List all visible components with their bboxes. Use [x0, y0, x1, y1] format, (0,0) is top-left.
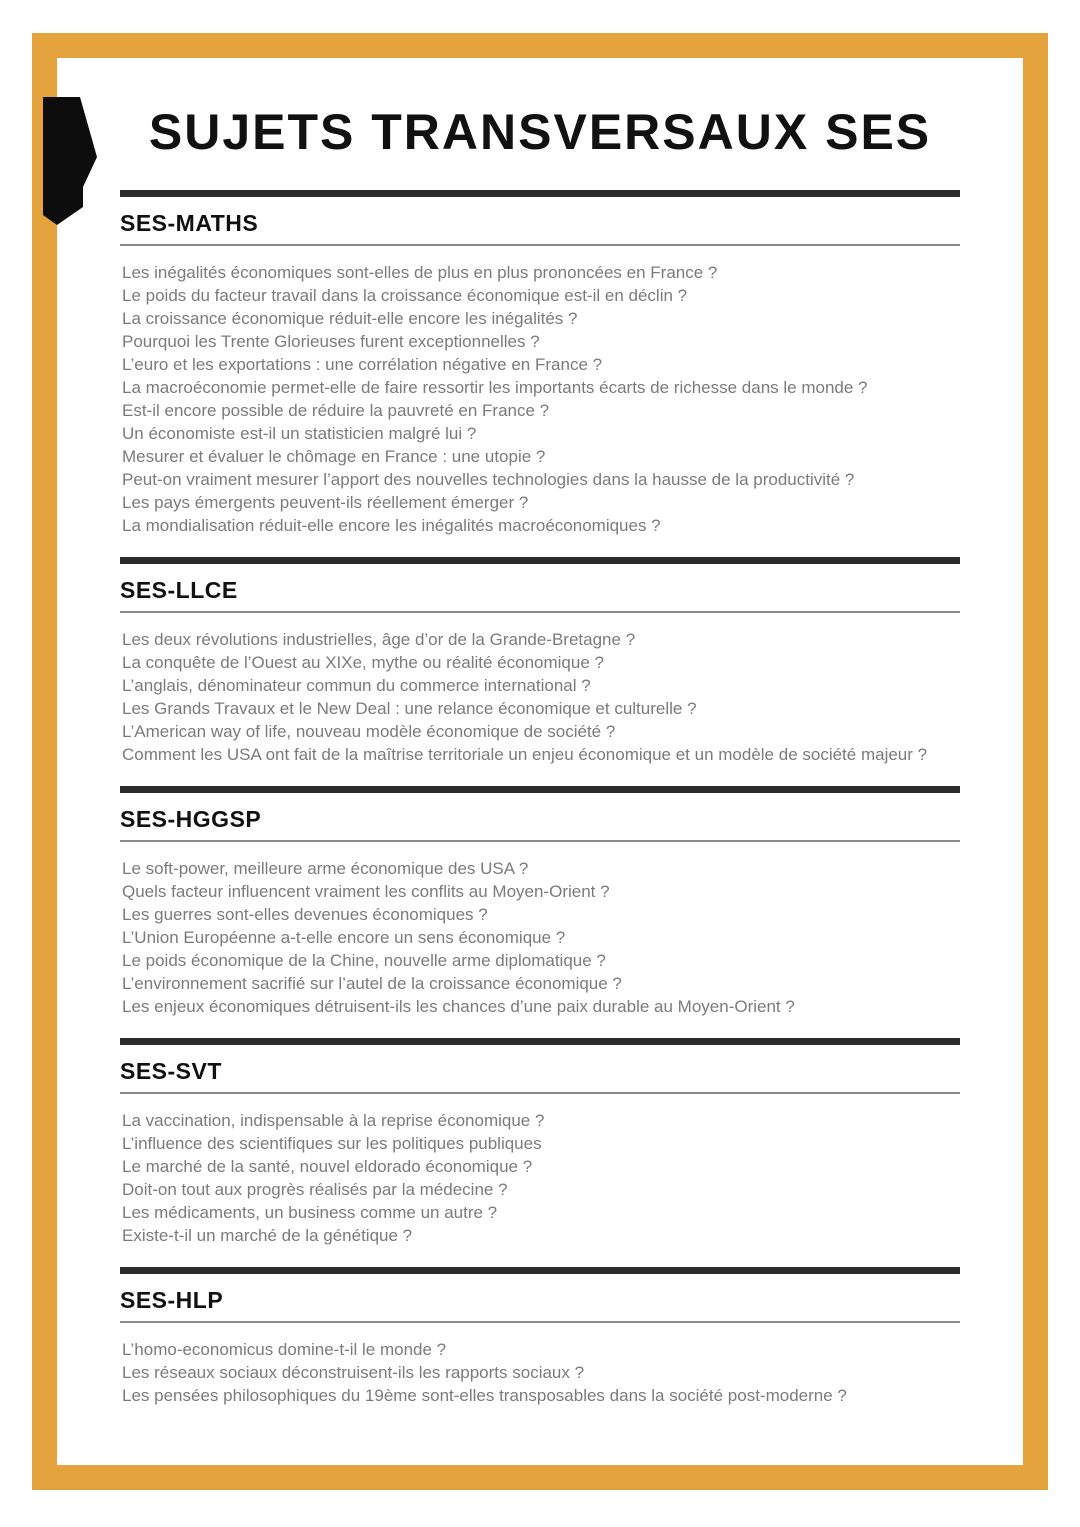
question-item: Les médicaments, un business comme un autre ?	[122, 1203, 498, 1222]
question-item: Peut-on vraiment mesurer l’apport des nouvelles technologies dans la hausse de la productivité ?	[122, 470, 855, 489]
question-item: L’homo-economicus domine-t-il le monde ?	[122, 1340, 447, 1359]
section-sub-rule	[120, 840, 960, 842]
question-list	[122, 857, 960, 1018]
question-item: Doit-on tout aux progrès réalisés par la médecine ?	[122, 1180, 508, 1199]
section-sub-rule	[120, 1092, 960, 1094]
question-item: Les guerres sont-elles devenues économiques ?	[122, 905, 488, 924]
question-item: La croissance économique réduit-elle encore les inégalités ?	[122, 309, 578, 328]
section-heading: SES-MATHS	[120, 210, 259, 236]
question-item: L’anglais, dénominateur commun du commerce international ?	[122, 676, 591, 695]
question-item: Les Grands Travaux et le New Deal : une relance économique et culturelle ?	[122, 699, 697, 718]
question-item: Les pays émergents peuvent-ils réellement émerger ?	[122, 493, 529, 512]
question-item: Comment les USA ont fait de la maîtrise territoriale un enjeu économique et un modèle de société majeur ?	[122, 745, 928, 764]
question-item: Mesurer et évaluer le chômage en France : une utopie ?	[122, 447, 546, 466]
question-list	[122, 261, 960, 537]
question-item: L’environnement sacrifié sur l’autel de la croissance économique ?	[122, 974, 622, 993]
question-list	[122, 1109, 960, 1247]
section-sub-rule	[120, 611, 960, 613]
page-title: SUJETS TRANSVERSAUX SES	[148, 104, 932, 160]
question-item: Le poids économique de la Chine, nouvelle arme diplomatique ?	[122, 951, 606, 970]
section-top-rule	[120, 1267, 960, 1274]
question-item: Le soft-power, meilleure arme économique des USA ?	[122, 859, 529, 878]
question-item: La mondialisation réduit-elle encore les inégalités macroéconomiques ?	[122, 516, 661, 535]
section-heading: SES-HGGSP	[120, 806, 262, 832]
question-item: Le marché de la santé, nouvel eldorado économique ?	[122, 1157, 533, 1176]
section-sub-rule	[120, 1321, 960, 1323]
question-item: La conquête de l’Ouest au XIXe, mythe ou réalité économique ?	[122, 653, 604, 672]
section-ses-maths	[120, 190, 960, 537]
section-top-rule	[120, 786, 960, 793]
question-item: L’influence des scientifiques sur les politiques publiques	[122, 1134, 542, 1153]
question-list	[122, 628, 960, 766]
question-item: Les réseaux sociaux déconstruisent-ils les rapports sociaux ?	[122, 1363, 585, 1382]
section-top-rule	[120, 1038, 960, 1045]
section-heading: SES-SVT	[120, 1058, 222, 1084]
section-ses-llce	[120, 557, 960, 766]
question-item: L’euro et les exportations : une corrélation négative en France ?	[122, 355, 603, 374]
question-item: Existe-t-il un marché de la génétique ?	[122, 1226, 413, 1245]
question-item: La vaccination, indispensable à la reprise économique ?	[122, 1111, 545, 1130]
section-top-rule	[120, 557, 960, 564]
section-sub-rule	[120, 244, 960, 246]
question-item: L’Union Européenne a-t-elle encore un sens économique ?	[122, 928, 566, 947]
question-item: L’American way of life, nouveau modèle économique de société ?	[122, 722, 616, 741]
section-ses-hggsp	[120, 786, 960, 1018]
question-item: Quels facteur influencent vraiment les conflits au Moyen-Orient ?	[122, 882, 610, 901]
section-top-rule	[120, 190, 960, 197]
question-item: Les enjeux économiques détruisent-ils les chances d’une paix durable au Moyen-Orient ?	[122, 997, 795, 1016]
question-item: La macroéconomie permet-elle de faire ressortir les importants écarts de richesse dans le monde ?	[122, 378, 868, 397]
question-list	[122, 1338, 960, 1407]
question-item: Un économiste est-il un statisticien malgré lui ?	[122, 424, 477, 443]
question-item: Les deux révolutions industrielles, âge d’or de la Grande-Bretagne ?	[122, 630, 636, 649]
section-heading: SES-HLP	[120, 1287, 224, 1313]
section-ses-svt	[120, 1038, 960, 1247]
question-item: Les inégalités économiques sont-elles de plus en plus prononcées en France ?	[122, 263, 718, 282]
question-item: Pourquoi les Trente Glorieuses furent exceptionnelles ?	[122, 332, 540, 351]
question-item: Est-il encore possible de réduire la pauvreté en France ?	[122, 401, 550, 420]
section-ses-hlp	[120, 1267, 960, 1407]
page-content	[120, 60, 960, 1427]
question-item: Le poids du facteur travail dans la croissance économique est-il en déclin ?	[122, 286, 688, 305]
section-heading: SES-LLCE	[120, 577, 238, 603]
question-item: Les pensées philosophiques du 19ème sont-elles transposables dans la société post-moderne ?	[122, 1386, 847, 1405]
